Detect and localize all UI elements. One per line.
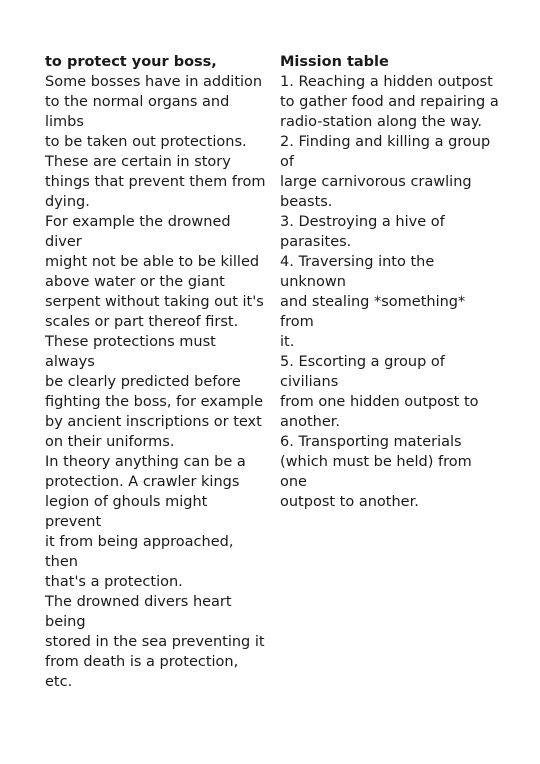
mission-item: 3. Destroying a hive of parasites.: [280, 214, 445, 250]
paragraph: For example the drowned diver might not be able to be killed above water or the giant serpent without taking out it's scales or part thereof first.: [45, 214, 264, 330]
paragraph: In theory anything can be a protection. A crawler kings legion of ghouls might prevent it from being approached, then that's a protection.: [45, 454, 246, 590]
mission-item: 2. Finding and killing a group of large carnivorous crawling beasts.: [280, 134, 491, 210]
paragraph: The drowned divers heart being stored in the sea preventing it from death is a protection, etc.: [45, 594, 265, 690]
paragraph: Some bosses have in addition to the normal organs and limbs to be taken out protections.: [45, 74, 263, 150]
right-column: [280, 52, 502, 512]
paragraph: These are certain in story things that prevent them from dying.: [45, 154, 266, 210]
section-heading-mission-table: Mission table: [280, 54, 389, 70]
mission-item: 4. Traversing into the unknown and stealing *something* from it.: [280, 254, 466, 350]
left-column: [45, 52, 267, 692]
section-heading-protections: to protect your boss,: [45, 54, 217, 70]
mission-item: 5. Escorting a group of civilians from one hidden outpost to another.: [280, 354, 479, 430]
mission-item: 6. Transporting materials (which must be held) from one outpost to another.: [280, 434, 472, 510]
mission-item: 1. Reaching a hidden outpost to gather food and repairing a radio-station along the way.: [280, 74, 499, 130]
paragraph: These protections must always be clearly predicted before fighting the boss, for example by ancient inscriptions or text on their uniforms.: [45, 334, 264, 450]
